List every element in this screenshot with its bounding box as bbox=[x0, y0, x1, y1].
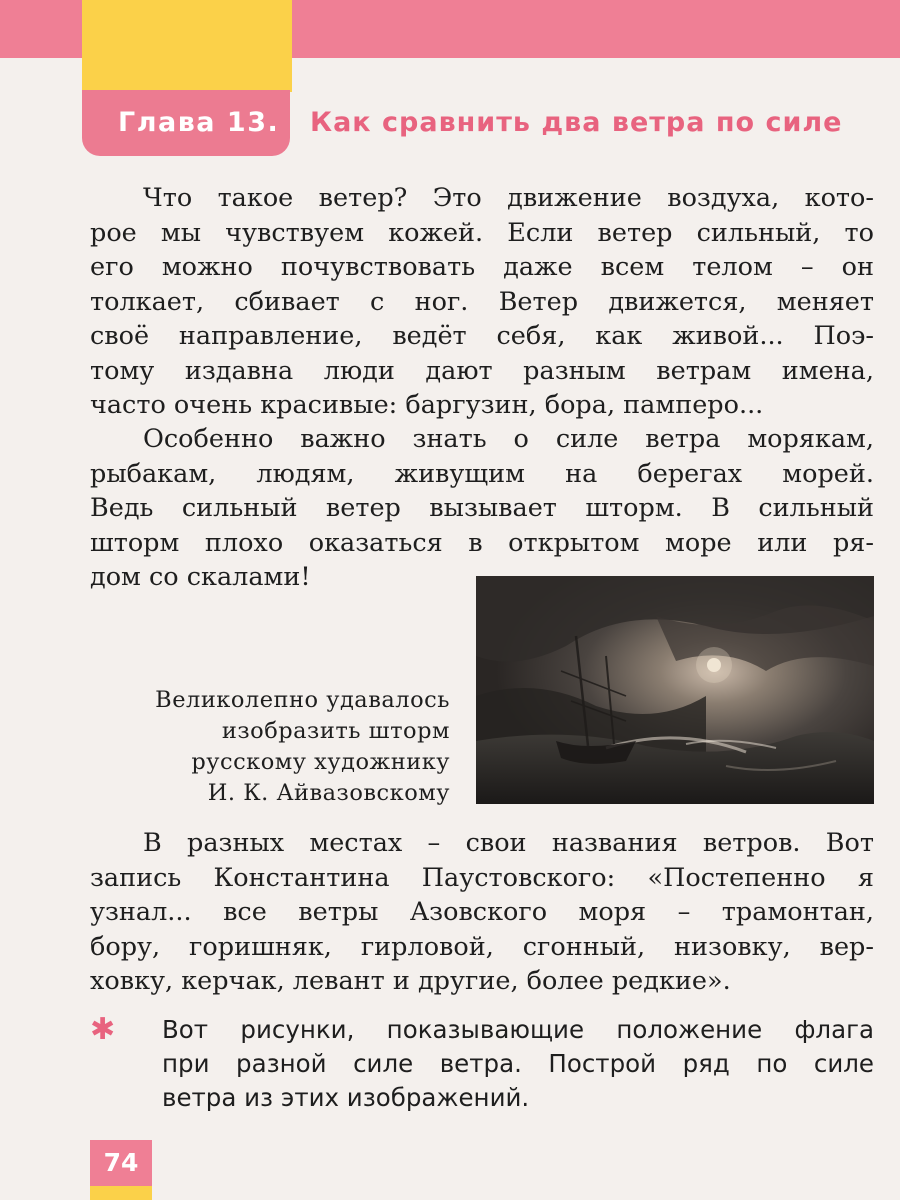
text-line: рыбакам, людям, живущим на берегах морей. bbox=[90, 458, 874, 489]
caption-line: И. К. Айвазовскому bbox=[207, 780, 450, 806]
paragraph-2 bbox=[90, 422, 874, 595]
text-line: В разных местах – свои названия ветров. Вот bbox=[143, 828, 874, 858]
text-line: шторм плохо оказаться в открытом море или ря- bbox=[90, 527, 874, 558]
text-line: запись Константина Паустовского: «Постепенно я bbox=[90, 862, 874, 893]
task-line: Вот рисунки, показывающие положение флага bbox=[162, 1015, 874, 1044]
text-line: его можно почувствовать даже всем телом – он bbox=[90, 252, 874, 282]
text-line: толкает, сбивает с ног. Ветер движется, меняет bbox=[90, 286, 874, 317]
caption-line: изобразить шторм bbox=[221, 718, 450, 744]
text-line: узнал... все ветры Азовского моря – трамонтан, bbox=[90, 897, 874, 927]
caption-line: русскому художнику bbox=[191, 749, 450, 775]
text-line: бору, горишняк, гирловой, сгонный, низовку, вер- bbox=[90, 931, 874, 962]
text-line: Ведь сильный ветер вызывает шторм. В сильный bbox=[90, 493, 874, 523]
asterisk-icon: ✱ bbox=[90, 1012, 116, 1047]
painting-caption bbox=[120, 685, 450, 809]
page-number-accent bbox=[90, 1186, 152, 1200]
page-number: 74 bbox=[103, 1148, 139, 1177]
task-text bbox=[162, 1013, 874, 1115]
task-line: ветра из этих изображений. bbox=[162, 1083, 530, 1112]
text-line: своё направление, ведёт себя, как живой... Поэ- bbox=[90, 321, 874, 351]
aivazovsky-storm-painting bbox=[476, 576, 874, 804]
text-line: тому издавна люди дают разным ветрам имена, bbox=[90, 355, 874, 386]
paragraph-1 bbox=[90, 181, 874, 423]
storm-painting-image bbox=[476, 576, 874, 804]
text-line: Особенно важно знать о силе ветра морякам, bbox=[143, 424, 874, 454]
text-line: дом со скалами! bbox=[90, 562, 311, 592]
chapter-label: Глава 13. bbox=[118, 107, 280, 138]
caption-line: Великолепно удавалось bbox=[155, 687, 450, 713]
text-line: рое мы чувствуем кожей. Если ветер сильный, то bbox=[90, 217, 874, 248]
text-line: ховку, керчак, левант и другие, более редкие». bbox=[90, 966, 731, 996]
task-line: при разной силе ветра. Построй ряд по силе bbox=[162, 1049, 874, 1078]
paragraph-3 bbox=[90, 826, 874, 999]
header-yellow-tab bbox=[82, 0, 292, 92]
text-line: часто очень красивые: баргузин, бора, памперо... bbox=[90, 390, 764, 420]
text-line: Что такое ветер? Это движение воздуха, кото- bbox=[143, 183, 874, 213]
chapter-title: Как сравнить два ветра по силе bbox=[310, 107, 843, 138]
